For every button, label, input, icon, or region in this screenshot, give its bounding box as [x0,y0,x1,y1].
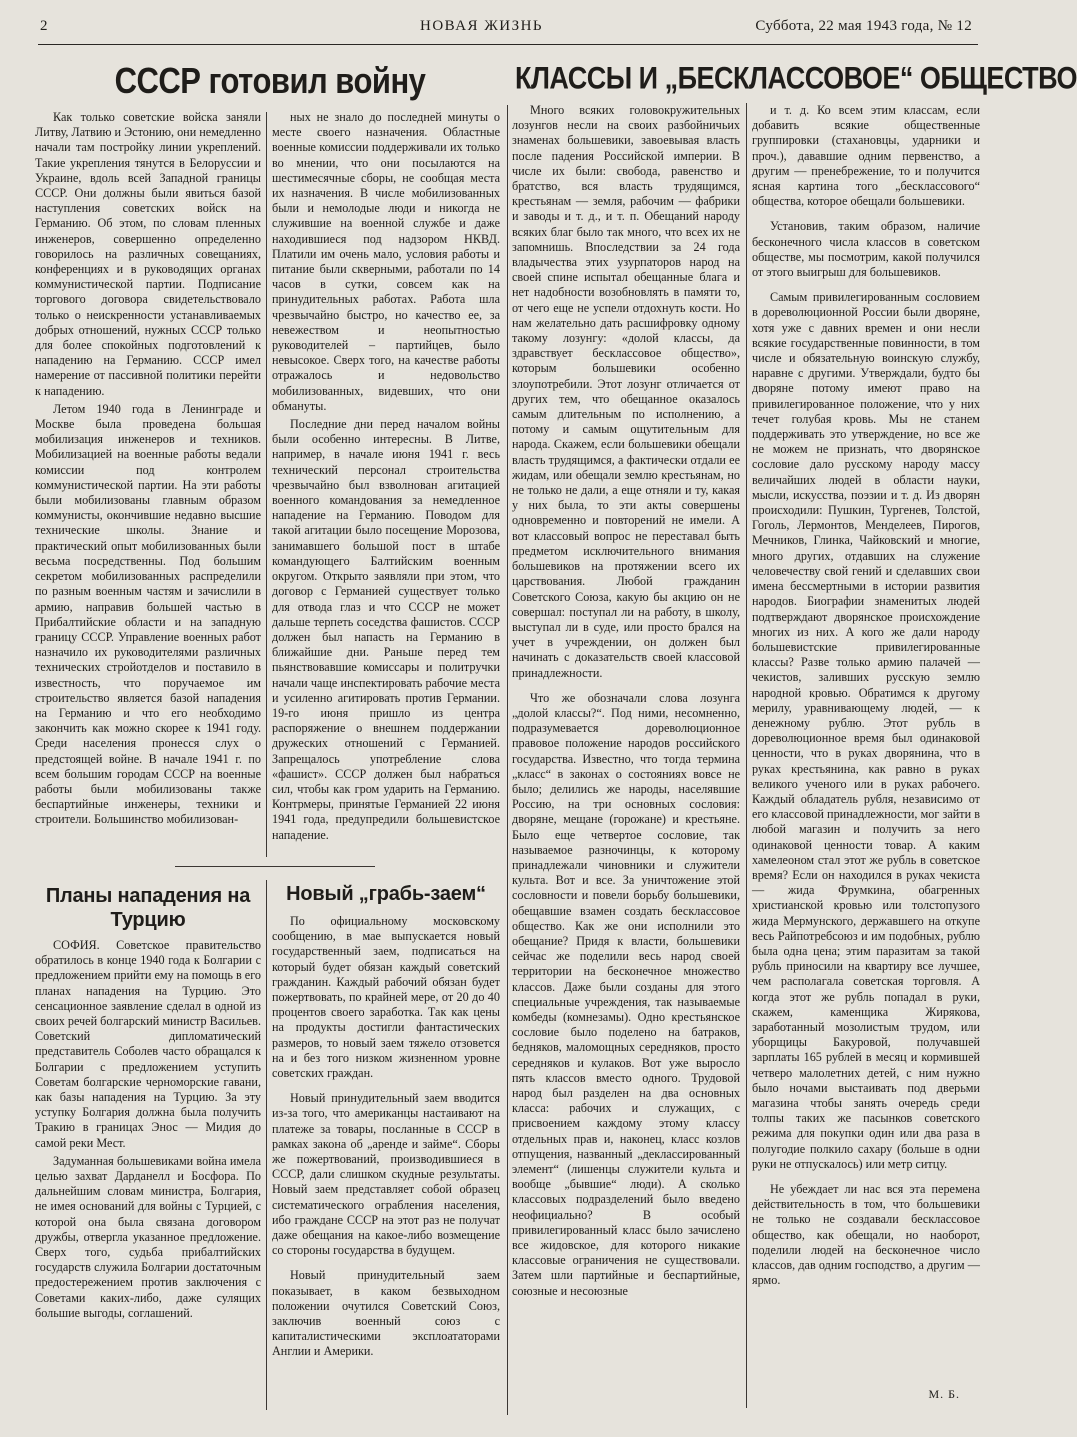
column-rule [266,880,267,1410]
classes-col2-paragraph: Установив, таким образом, наличие бесконечного числа классов в советском обществе, мы посмотрим, какой получился от этого выигрыш для большевиков. [752,219,980,280]
war-column-2 [272,110,500,858]
classes-col2-paragraph: Самым привилегированным сословием в дореволюционной России были дворяне, хотя уже с давних времен и они несли всякие государственные повинности, в том числе и обязательную воинскую службу, наравне с другими. Утверждали, будто бы дворяне потому имеют право на привилегированное положение, что у них течет голубая кровь. Мы не станем поддерживать это утверждение, но все же не можем не признать, что дворянское сословие дало русскому народу массу величайших людей в области науки, мысли, искусства, поэзии и т. д. Из дворян происходили: Пушкин, Тургенев, Толстой, Гоголь, Лермонтов, Менделеев, Пирогов, Мечников, Глинка, Чайковский и многие, много других, отдавших на служение человечеству свой гений и сделавших свои имена бессмертными в истории развития народов. Биографии знаменитых людей подтверждают дворянское происхождение многих из них. А кого же дали народу большевистские привилегированные классы? Разве только армию палачей — чекистов, заливших русскую землю народной кровью. Обратимся к другому мерилу, уравнивающему людей, — к денежному рублю. Этот рубль в дореволюционное время был одинаковой ценности, что в руках дворянина, что в руках крестьянина, как равно в руках великого ученого или в руках рабочего. Каждый обладатель рубля, независимо от его классовой принадлежности, мог зайти в любой магазин и получить за него одинаковой ценности товар. А каким хамелеоном стал этот же рубль в советское время? Если он находился в руках чекиста — жида Фрумкина, обагренных христианской кровью или толстопузого жида Мермунского, державшего на откупе весь Райпотребсоюз и им подобных, рублю была одна цена; этим паразитам за такой рубль приносили на квартиру все лучшее, чем располагала советская торговля. А когда этот же рубль попадал в руки, скажем, каменщика Жирякова, заработанный мозолистым трудом, или уборщицы Бакуровой, получавшей зарплаты 165 рублей в месяц и кормившей четверо малолетних детей, с ним нужно было ночами выстаивать под дверьми магазина чтобы занять очередь среди толпы таких же пасынков советского режима для покупки один или два раза в полугодие полкило сахару (больше в одни руки не отпускалось) или метр ситцу. [752,290,980,1171]
classes-column-1 [512,103,740,1410]
loan-paragraph: По официальному московскому сообщению, в мае выпускается новый государственный заем, подписаться на который будет обязан каждый советский гражданин. Каждый рабочий обязан будет пожертвовать, по крайней мере, от 20 до 40 процентов своего заработка. Так как цены на продукты достигли фантастических размеров, то новый заем тяжело отзовется на и без того низком жизненном уровне советских граждан. [272,914,500,1081]
war-col1-paragraph: Как только советские войска заняли Литву, Латвию и Эстонию, они немедленно начали там постройку линии укреплений. Такие укрепления тянутся в Белоруссии и Украине, вдоль всей Западной границы СССР. Они должны были явиться базой наступления советских войск на Германию. Об этом, по словам пленных инженеров, совершенно определенно говорилось на различных совещаниях, конференциях и в руководящих органах коммунистической партии. Подписание торгового договора свидетельствовало только о неискренности устанавливаемых добрых отношений, нужных СССР только для более спокойных подготовлений к нападению на Германию. СССР имел намерение от пассивной политики перейти к нападению. [35,110,261,398]
turkey-paragraph: СОФИЯ. Советское правительство обратилось в конце 1940 года к Болгарии с предложением прийти ему на помощь в его планах нападения на Турцию. Это сенсационное заявление сделал в одной из своих речей болгарский министр Васильев. Советский дипломатический представитель Соболев часто обращался к Болгарии с предложением уступить Советам болгарские черноморские гавани, как базы нападения на Турцию. За эту уступку Болгария должна была получить Тракию в границах Энос — Мидия до самой реки Мест. [35,938,261,1150]
loan-paragraph: Новый принудительный заем вводится из-за того, что американцы настаивают на платеже за товары, посланные в СССР в рамках закона об „аренде и займе“. Сборы же пожертвований, производившиеся в СССР, дали слишком скудные результаты. Новый заем представляет собой образец систематического ограбления населения, ибо граждане СССР на этот раз не получат даже обещания на какое-либо возмещение со стороны государства в будущем. [272,1091,500,1258]
page-number: 2 [40,18,48,34]
issue-date: Суббота, 22 мая 1943 года, № 12 [755,18,972,34]
headline-turkey: Планы нападения на Турцию [45,885,251,931]
classes-col1-paragraph: Много всяких головокружительных лозунгов несли на своих разбойничьих знаменах большевики, завоевывая власть после падения Российской империи. В числе их были: свобода, равенство и братство, вся власть трудящимся, крестьянам — земля, рабочим — фабрики и заводы и т. д., и т. п. Обещаний народу всяких благ было так много, что всех их не запомнишь. Впоследствии за 24 года владычества этих узурпаторов народ на своей спине испытал обещанные блага и нет надобности возобновлять в памяти то, от чего еще не успели отдохнуть кости. Но нам желательно дать расшифровку одному такому лозунгу: «долой классы, да здравствует бесклассовое общество», которым большевики особенно злоупотребили. Этот лозунг отличается от других тем, что обещанное оказалось самым длительным по исполнению, а потому и самым ощутительным для народа. Скажем, если большевики обещали власть трудящимся, а фактически отдали ее жидам, или обещали землю крестьянам, но не только не дали, а еще отняли и ту, какая у них была, то эти акты совершены одновременно и повторений не имели. А вот классовый вопрос не переставал быть предметом исключительного внимания большевиков на протяжении всего их царствования. Любой гражданин Советского Союза, какую бы акцию он не совершал: поступал ли на работу, в школу, выступал ли в суде, или просто брался на учет в учреждении, он должен был начинать с доказательств своей классовой принадлежности. [512,103,740,680]
newspaper-name: НОВАЯ ЖИЗНЬ [420,18,544,34]
turkey-paragraph: Задуманная большевиками война имела целью захват Дарданелл и Босфора. По дальнейшим словам министра, Болгария, не имея оснований для войны с Турцией, с которой она была связана договором дружбы, отвергла указанное предложение. Сверх того, судьба прибалтийских государств служила Болгарии достаточным предостережением против заключения с Советами каких-либо, даже сулящих большие выгоды, соглашений. [35,1153,261,1320]
column-rule [746,103,747,1408]
headline-loan: Новый „грабь-заем“ [286,883,486,905]
header-rule [38,44,978,45]
headline-war: СССР готовил войну [114,60,426,102]
classes-col2-paragraph: и т. д. Ко всем этим классам, если добавить всякие общественные группировки (стахановцы, ударники и проч.), дававшие одним первенство, а другим — пренебрежение, то и получится ясная картина того „бесклассового“ общества, которое обещали большевики. [752,103,980,209]
classes-col1-paragraph: Что же обозначали слова лозунга „долой классы?“. Под ними, несомненно, подразумевается дореволюционное правовое положение народов российского государства. Известно, что тогда термина „класс“ в законах о состояниях вовсе не было; делились же народы, населявшие Россию, на три основных сословия: дворяне, мещане (горожане) и крестьяне. Было еще четвертое сословие, так называемое разночинцы, к которому принадлежали чиновники и служители культа. Вот и все. За уничтожение этой сословности и повели борьбу большевики, обещавшие взамен создать бесклассовое общество. Как же они исполнили это обещание? Придя к власти, большевики сейчас же поделили весь народ своей территории на бесконечное множество классов. Даже были созданы для этого специальные учреждения, так называемые комбеды (комнезамы). Одно крестьянское сословие было поделено на батраков, бедняков, маломощных середняков, просто середняков и кулаков. Вот уже выросло пять классов вместо одного. Трудовой народ был разделен на два основных класса: рабочих и служащих, с присвоением каждому этому классу отдельных прав и, наконец, класс козлов отпущения, названный „деклассированный элемент“ (лишенцы служители культа и вообще „бывшие“ люди). А сколько классовых подразделений было введено неофициально? В особый привилегированный класс было зачислено все жидовское, для которого никакие классовые ограничения не существовали. Затем шли партийные и беспартийные, союзные и несоюзные [512,690,740,1298]
column-rule [266,112,267,857]
page-center-rule [507,105,508,1415]
war-col1-paragraph: Летом 1940 года в Ленинграде и Москве была проведена большая мобилизация инженеров и техников. Мобилизацией на военные работы ведали комиссии под контролем коммунистической партии. На эти работы были мобилизованы главным образом коммунисты, окончившие недавно высшие технические школы. Знание и практический опыт мобилизованных были весьма посредственны. Под большим секретом мобилизованных распределили по разным военным частям и зачислили в армию, направив большей частью в Прибалтийские области и на западную границу СССР. Управление военных работ назначило их руководителями различных технических стройотделов и поставило в известность, что поручаемое им строительство является базой нападения на Германию и что его необходимо закончить как можно скорее к 1941 году. Среди населения пронесся слух о предстоящей войне. В начале 1941 г. по всем большим городам СССР на военные работы были мобилизованы также беспартийные инженеры, техники и строители. Большинство мобилизован- [35,401,261,827]
article-signature: М. Б. [928,1387,960,1401]
classes-col2-paragraph: Не убеждает ли нас вся эта перемена действительность в том, что большевики не только не создавали бесклассовое общество, как обещали, но наоборот, поделили людей на бесконечное число классов, дав одним господство, а другим — ярмо. [752,1182,980,1288]
section-rule [175,866,375,867]
war-column-1 [35,110,261,858]
loan-paragraph: Новый принудительный заем показывает, в каком безвыходном положении очутился Советский Союз, заключив военный союз с капиталистическими эксплоататорами Англии и Америки. [272,1268,500,1359]
classes-column-2 [752,103,980,1390]
turkey-article-body [35,938,261,1410]
headline-classes: КЛАССЫ И „БЕСКЛАССОВОЕ“ ОБЩЕСТВО [515,60,1077,96]
war-col2-paragraph: Последние дни перед началом войны были особенно интересны. В Литве, например, в начале июня 1941 г. весь технический персонал строительства чрезвычайно был взволнован агитацией военного командования за немедленное нападение на Германию. Поводом для такой агитации было посещение Морозова, занимавшего большой пост в штабе командующего Балтийским военным округом. Открыто заявляли при этом, что договор с Германией существует только для отвода глаз и что СССР не может дальше терпеть соседства фашистов. СССР должен был напасть на Германию в ближайшие дни. Раньше перед тем пьянствовавшие комиссары и политручки начали чаще инспектировать рабочие места и усиленно агитировать против Германии. 19-го июня пришло из центра распоряжение о внешнем поддержании дружеских отношений с Германией. Запрещалось употребление слова «фашист». СССР должен был набраться сил, чтобы как гром ударить на Германию. Контрмеры, принятые Германией 22 июня 1941 года, предупредили большевистское нападение. [272,417,500,842]
loan-article-body [272,914,500,1410]
war-col2-paragraph: ных не знало до последней минуты о месте своего назначения. Областные военные комиссии поддерживали их только во мнении, что они посылаются на шестимесячные сборы, не сообщая места их назначения. В числе мобилизованных были и немолодые люди и никогда не служившие на военной службе и даже находившиеся под надзором НКВД. Платили им очень мало, условия работы и питание были скверными, работали по 14 часов в сутки, совсем как на принудительных работах. Работа шла чрезвычайно быстро, но качество ее, за невежеством и неопытностью руководителей – партийцев, было невысокое. Сверх того, на качестве работы отражалось и недовольство мобилизованных, видевших, что они обмануты. [272,110,500,413]
